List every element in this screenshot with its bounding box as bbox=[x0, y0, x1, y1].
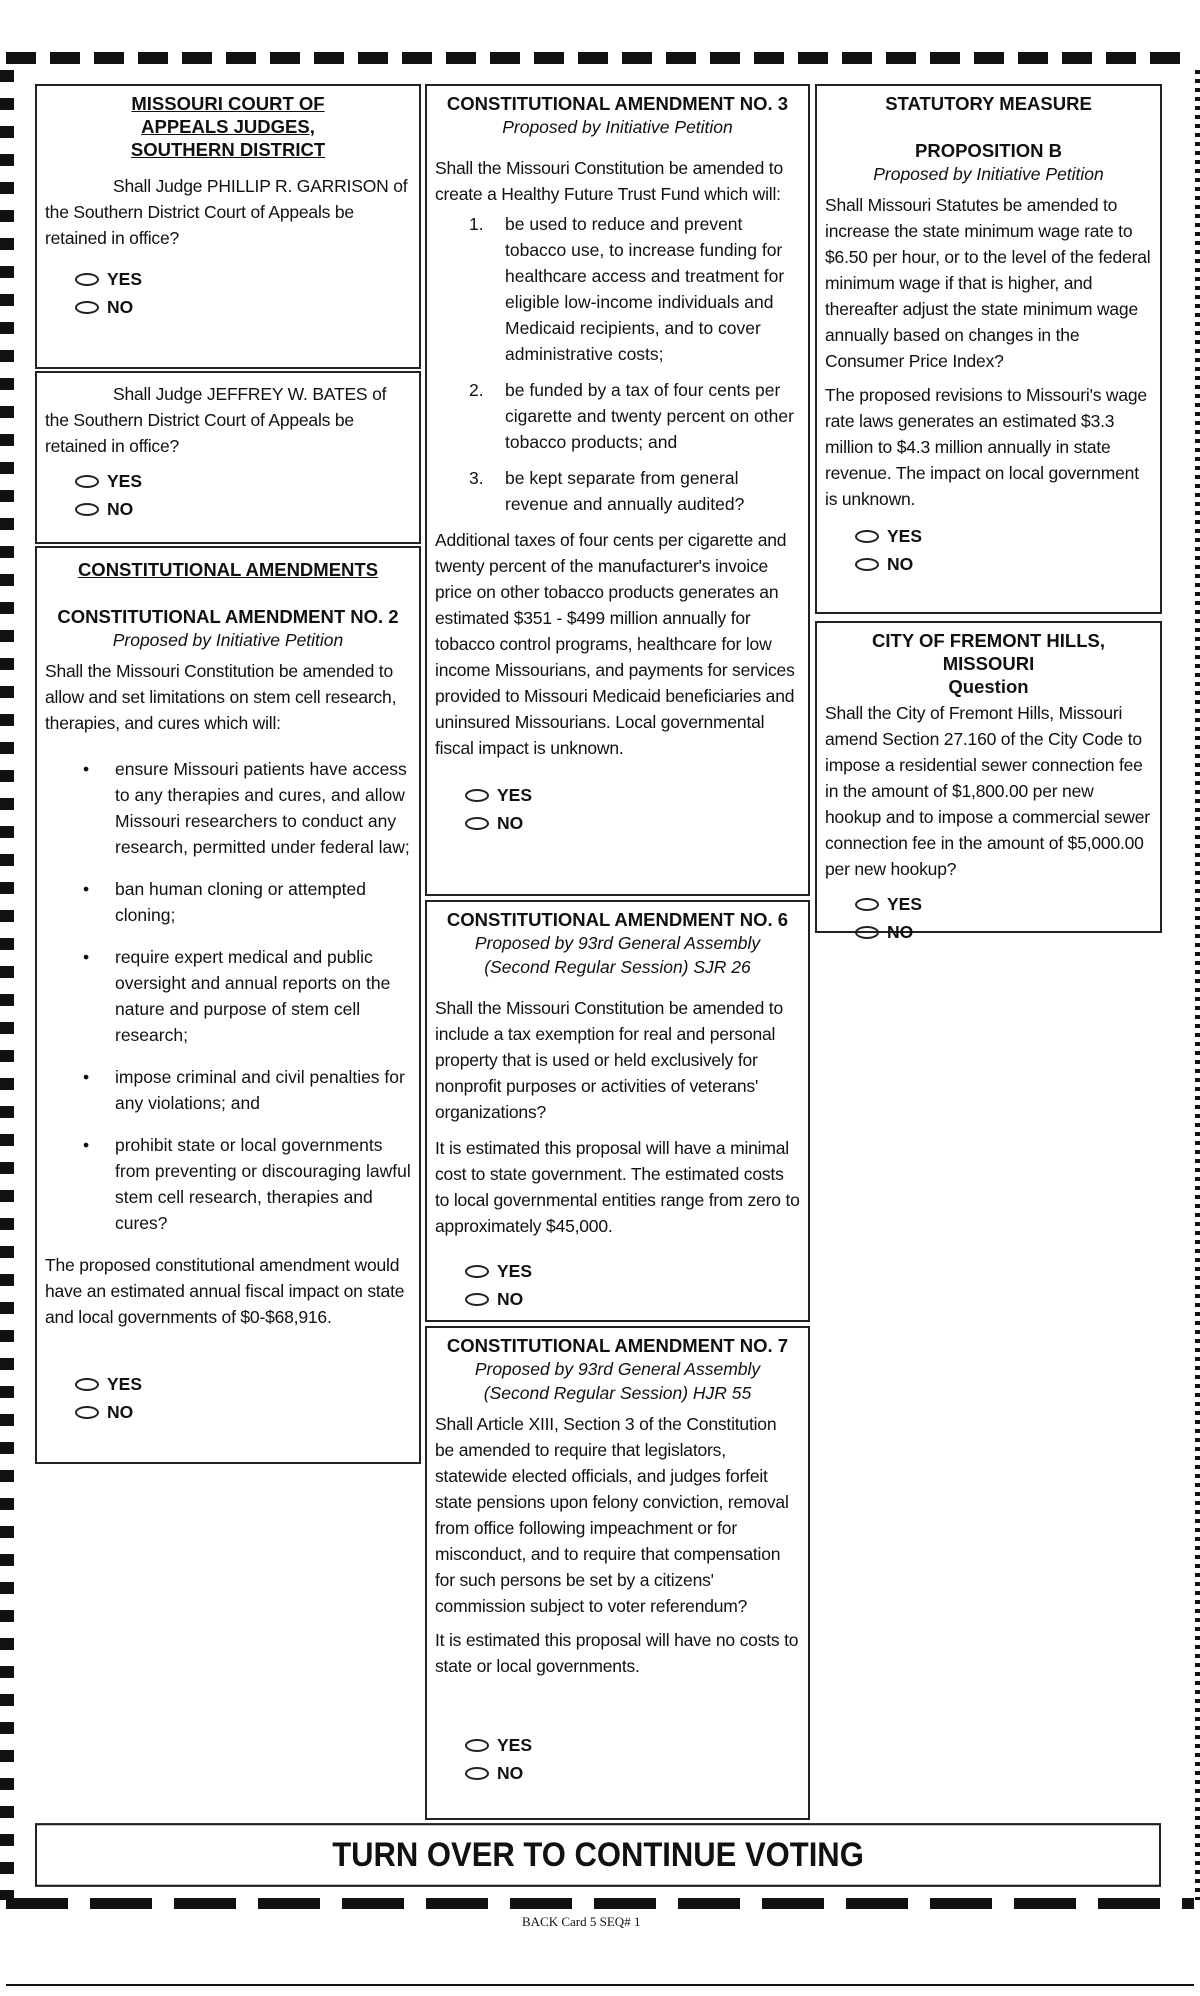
amendment-7-fiscal: It is estimated this proposal will have no costs to state or local governments. bbox=[435, 1630, 799, 1676]
turn-over-banner: TURN OVER TO CONTINUE VOTING bbox=[35, 1823, 1161, 1887]
bates-yes-option[interactable] bbox=[75, 467, 411, 495]
fremont-hills-question: Shall the City of Fremont Hills, Missouri amend Section 27.160 of the City Code to impose a residential sewer connection fee in the amount of $1,800.00 per new hookup and to impose a commercial sewer connection fee in the amount of $5,000.00 per new hookup? bbox=[825, 703, 1150, 879]
amendment-2-no-oval[interactable] bbox=[75, 1406, 99, 1419]
court-title-line-2: APPEALS JUDGES, bbox=[141, 116, 315, 137]
fremont-hills-box bbox=[815, 621, 1162, 942]
amendment-2-title: CONSTITUTIONAL AMENDMENT NO. 2 bbox=[57, 606, 399, 627]
amendment-2-bullet: • prohibit state or local governments from preventing or discouraging lawful stem cell research, therapies and cures? bbox=[45, 1132, 411, 1236]
amendment-7-box bbox=[425, 1326, 810, 1820]
bates-no-label: NO bbox=[107, 499, 134, 519]
amendment-2-yes-option[interactable] bbox=[75, 1370, 411, 1398]
amendment-3-item: 3. be kept separate from general revenue and annually audited? bbox=[469, 468, 745, 514]
amendment-3-item: 1. be used to reduce and prevent tobacco use, to increase funding for healthcare access and treatment for eligible low-income individuals and Medicaid recipients, and to cover administrative costs; bbox=[469, 214, 785, 364]
amendment-2-bullet: • require expert medical and public oversight and annual reports on the nature and purpose of stem cell research; bbox=[45, 944, 411, 1048]
amendment-2-yes-label: YES bbox=[107, 1374, 143, 1394]
amendment-3-title: CONSTITUTIONAL AMENDMENT NO. 3 bbox=[446, 93, 789, 114]
amendment-7-question: Shall Article XIII, Section 3 of the Constitution be amended to require that legislators, statewide elected officials, and judges forfeit state pensions upon felony conviction, removal from office following impeachment or for misconduct, and to require that compensation for such persons be set by a citizens' commission subject to voter referendum? bbox=[435, 1414, 789, 1616]
amendment-2-box bbox=[35, 546, 421, 1464]
amendment-6-no-oval[interactable] bbox=[465, 1293, 489, 1306]
amendment-6-box bbox=[425, 900, 810, 1322]
amendment-7-yes-oval[interactable] bbox=[465, 1739, 489, 1752]
amendment-2-bullet: • ensure Missouri patients have access to any therapies and cures, and allow Missouri researchers to conduct any research, permitted under federal law; bbox=[45, 756, 411, 860]
timing-marks-left bbox=[0, 70, 14, 1900]
bates-question: Shall Judge JEFFREY W. BATES of the Southern District Court of Appeals be retained in office? bbox=[45, 384, 387, 456]
amendment-3-no-oval[interactable] bbox=[465, 817, 489, 830]
amendment-3-subtitle: Proposed by Initiative Petition bbox=[502, 117, 733, 137]
amendments-heading: CONSTITUTIONAL AMENDMENTS bbox=[77, 559, 379, 580]
proposition-b-subtitle: Proposed by Initiative Petition bbox=[873, 164, 1104, 184]
fremont-hills-subtitle: Question bbox=[948, 676, 1029, 697]
proposition-b-title: PROPOSITION B bbox=[915, 140, 1062, 161]
bates-yes-label: YES bbox=[107, 471, 143, 491]
amendment-3-box bbox=[425, 84, 810, 896]
amendment-6-subtitle-1: Proposed by 93rd General Assembly bbox=[474, 933, 761, 953]
garrison-yes-option[interactable] bbox=[75, 265, 411, 293]
amendment-3-no-label: NO bbox=[497, 813, 524, 833]
garrison-question: Shall Judge PHILLIP R. GARRISON of the Southern District Court of Appeals be retained in office? bbox=[45, 176, 408, 248]
amendment-2-yes-oval[interactable] bbox=[75, 1378, 99, 1391]
fremont-hills-yes-option[interactable] bbox=[855, 890, 1152, 918]
amendment-3-no-option[interactable] bbox=[465, 809, 800, 837]
amendment-2-intro: Shall the Missouri Constitution be amended to allow and set limitations on stem cell research, therapies, and cures which will: bbox=[45, 661, 397, 733]
amendment-7-title: CONSTITUTIONAL AMENDMENT NO. 7 bbox=[446, 1335, 789, 1356]
amendment-6-subtitle-2: (Second Regular Session) SJR 26 bbox=[484, 957, 751, 977]
amendment-3-items bbox=[435, 211, 800, 517]
amendment-7-subtitle-1: Proposed by 93rd General Assembly bbox=[474, 1359, 761, 1379]
amendment-6-no-label: NO bbox=[497, 1289, 524, 1309]
amendment-7-no-option[interactable] bbox=[465, 1759, 800, 1787]
proposition-b-question: Shall Missouri Statutes be amended to increase the state minimum wage rate to $6.50 per hour, or to the level of the federal minimum wage if that is higher, and thereafter adjust the state minimum wage annually based on changes in the Consumer Price Index? bbox=[825, 195, 1151, 371]
garrison-yes-oval[interactable] bbox=[75, 273, 99, 286]
proposition-b-no-oval[interactable] bbox=[855, 558, 879, 571]
amendment-6-yes-label: YES bbox=[497, 1261, 533, 1281]
amendment-2-fiscal: The proposed constitutional amendment would have an estimated annual fiscal impact on state and local governments of $0-$68,916. bbox=[45, 1255, 405, 1327]
proposition-b-no-label: NO bbox=[887, 554, 914, 574]
timing-marks-top bbox=[6, 52, 1194, 64]
amendment-6-yes-option[interactable] bbox=[465, 1257, 800, 1285]
bates-retention-box bbox=[35, 371, 421, 544]
amendment-6-title: CONSTITUTIONAL AMENDMENT NO. 6 bbox=[446, 909, 789, 930]
amendment-7-subtitle-2: (Second Regular Session) HJR 55 bbox=[483, 1383, 752, 1403]
proposition-b-fiscal: The proposed revisions to Missouri's wage rate laws generates an estimated $3.3 million to $4.3 million annually in state revenue. The impact on local government is unknown. bbox=[825, 385, 1147, 509]
bottom-rule bbox=[6, 1984, 1194, 1986]
amendment-6-question: Shall the Missouri Constitution be amended to include a tax exemption for real and personal property that is used or held exclusively for nonprofit purposes or activities of veterans' organizations? bbox=[435, 998, 784, 1122]
amendment-2-bullets bbox=[45, 756, 411, 1236]
amendment-7-yes-label: YES bbox=[497, 1735, 533, 1755]
bates-no-option[interactable] bbox=[75, 495, 411, 523]
amendment-3-item: 2. be funded by a tax of four cents per cigarette and twenty percent on other tobacco products; and bbox=[469, 380, 794, 452]
proposition-b-box bbox=[815, 84, 1162, 614]
court-judges-box bbox=[35, 84, 421, 369]
amendment-2-no-label: NO bbox=[107, 1402, 134, 1422]
amendment-2-subtitle: Proposed by Initiative Petition bbox=[112, 630, 344, 650]
court-title-line-1: MISSOURI COURT OF bbox=[131, 93, 325, 114]
amendment-3-yes-option[interactable] bbox=[465, 781, 800, 809]
fremont-hills-no-option[interactable] bbox=[855, 918, 1152, 946]
amendment-3-fiscal: Additional taxes of four cents per cigarette and twenty percent of the manufacturer's invoice price on other tobacco products generates an estimated $351 - $499 million annually for tobacco control programs, healthcare for low income Missourians, and payments for services provided to Missouri Medicaid beneficiaries and uninsured Missourians. Local governmental fiscal impact is unknown. bbox=[435, 530, 795, 758]
fremont-hills-yes-label: YES bbox=[887, 894, 923, 914]
amendment-2-no-option[interactable] bbox=[75, 1398, 411, 1426]
amendment-3-yes-oval[interactable] bbox=[465, 789, 489, 802]
proposition-b-no-option[interactable] bbox=[855, 550, 1152, 578]
amendment-6-yes-oval[interactable] bbox=[465, 1265, 489, 1278]
amendment-3-yes-label: YES bbox=[497, 785, 533, 805]
garrison-yes-label: YES bbox=[107, 269, 143, 289]
card-sequence-footer: BACK Card 5 SEQ# 1 bbox=[522, 1914, 641, 1929]
garrison-no-label: NO bbox=[107, 297, 134, 317]
timing-marks-bottom bbox=[6, 1898, 1194, 1909]
garrison-no-option[interactable] bbox=[75, 293, 411, 321]
amendment-6-fiscal: It is estimated this proposal will have a minimal cost to state government. The estimated costs to local governmental entities range from zero to approximately $45,000. bbox=[435, 1138, 800, 1236]
amendment-7-no-label: NO bbox=[497, 1763, 524, 1783]
amendment-3-intro: Shall the Missouri Constitution be amended to create a Healthy Future Trust Fund which will: bbox=[435, 158, 784, 204]
statutory-measure-heading: STATUTORY MEASURE bbox=[885, 93, 1092, 114]
proposition-b-yes-option[interactable] bbox=[855, 522, 1152, 550]
bates-no-oval[interactable] bbox=[75, 503, 99, 516]
proposition-b-yes-oval[interactable] bbox=[855, 530, 879, 543]
amendment-2-bullet: • ban human cloning or attempted cloning; bbox=[45, 876, 411, 928]
proposition-b-yes-label: YES bbox=[887, 526, 923, 546]
amendment-7-yes-option[interactable] bbox=[465, 1731, 800, 1759]
fremont-hills-no-label: NO bbox=[887, 922, 914, 942]
amendment-7-no-oval[interactable] bbox=[465, 1767, 489, 1780]
fremont-hills-no-oval[interactable] bbox=[855, 926, 879, 939]
amendment-6-no-option[interactable] bbox=[465, 1285, 800, 1313]
amendment-2-bullet: • impose criminal and civil penalties for any violations; and bbox=[45, 1064, 411, 1116]
timing-marks-right bbox=[1195, 70, 1200, 1900]
fremont-hills-title: CITY OF FREMONT HILLS, MISSOURI bbox=[872, 630, 1105, 674]
court-title-line-3: SOUTHERN DISTRICT bbox=[130, 139, 326, 160]
fremont-hills-yes-oval[interactable] bbox=[855, 898, 879, 911]
bates-yes-oval[interactable] bbox=[75, 475, 99, 488]
garrison-no-oval[interactable] bbox=[75, 301, 99, 314]
